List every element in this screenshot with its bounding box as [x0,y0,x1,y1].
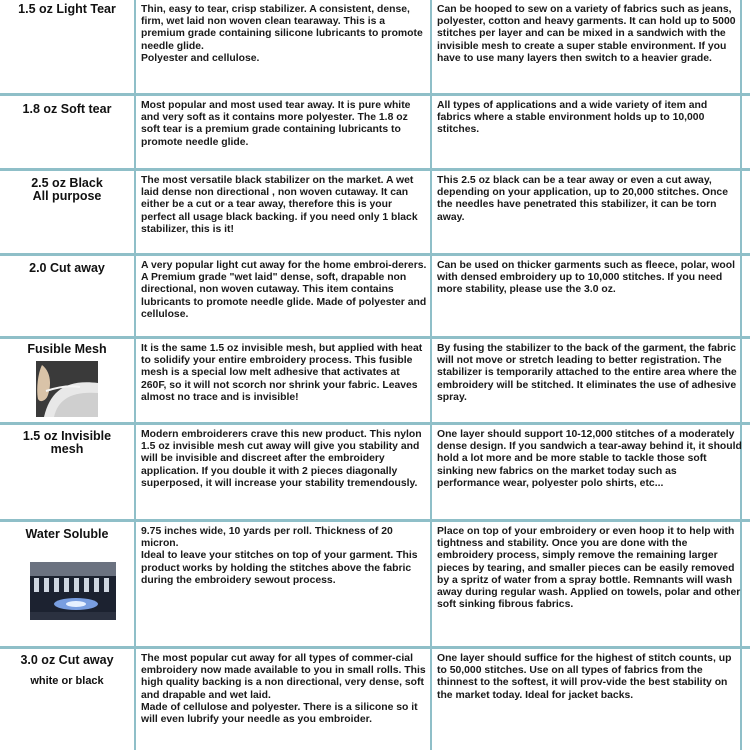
product-name-text: 3.0 oz Cut away [20,653,114,667]
description-text: Most popular and most used tear away. It is pure white and very soft as it contains more polyester. The 1.8 oz soft tear is a premium grade containing lubricants to promote needle glide. [141,100,411,148]
water-soluble-photo [30,562,116,620]
description-text: Polyester and cellulose. [141,52,260,64]
product-usage: Can be hooped to sew on a variety of fabrics such as jeans, polyester, cotton and heavy garments. It can hold up to 5000 stitches per layer and can be mixed in a sandwich with the invisible mesh to create a super stable environment. If you have to use many layers then switch to a heavier grade. [437,4,736,64]
product-name: 1.5 oz Invisible mesh [22,429,112,456]
product-usage: Place on top of your embroidery or even hoop it to help with tightness and stability. Once you are done with the embroidery process, simply remove the remaining larger pieces by tearing, and smaller pieces can be easily removed by a spritz of water from a spray bottle. Remnants will wash away during regular wash. Applied on towels, polar and other soft sinking fibrous fabrics. [437,526,741,611]
description-text: The most popular cut away for all types of commer-cial embroidery now made available to you in small rolls. This high quality backing is a non directional, very dense, soft and drapable and wet laid. [141,653,426,701]
product-description [138,171,430,236]
table-row [0,96,750,168]
product-color-options: white or black [30,675,104,687]
product-description [138,425,430,490]
description-text: Thin, easy to tear, crisp stabilizer. A consistent, dense, firm, wet laid non woven clean tearaway. This is a premium grade containing silicone lubricants to promote needle glide. [141,4,423,52]
table-row [0,171,750,253]
product-name: Water Soluble [25,527,109,541]
table-row [0,339,750,422]
product-description [138,339,430,404]
product-usage: By fusing the stabilizer to the back of the garment, the fabric will not move or stretch leading to better registration. The stabilizer is temporarily attached to the entire area where the embroidery will be stitched. It eliminates the use of adhesive spray. [437,343,737,403]
product-usage: One layer should suffice for the highest of stitch counts, up to 50,000 stitches. Use on all types of fabrics from the thinnest to the softest, it will prov-vide the best stability on the market today. Ideal for jacket backs. [437,653,732,701]
product-description [138,96,430,149]
product-name: Fusible Mesh [27,342,107,356]
table-row [0,0,750,93]
product-name: 1.8 oz Soft tear [22,102,112,116]
product-description [138,649,430,726]
product-name: 2.5 oz Black All purpose [31,176,103,203]
product-usage: Can be used on thicker garments such as fleece, polar, wool with densed embroidery up to 10,000 stitches. If you need more stability, please use the 3.0 oz. [437,260,735,296]
product-name [0,649,134,688]
description-text: Ideal to leave your stitches on top of your garment. This product works by holding the stitches above the fabric during the embroidery sewout process. [141,550,418,586]
product-description [138,522,430,587]
product-name: 2.0 Cut away [29,261,105,275]
product-usage: This 2.5 oz black can be a tear away or even a cut away, depending on your application, up to 20,000 stitches. Once the needles have penetrated this stabilizer, it can be torn away. [437,175,728,223]
product-usage: One layer should support 10-12,000 stitches of a moderately dense design. If you sandwich a tear-away behind it, it should hold a lot more and be more stable to tackle those soft sinking new fabrics on the market today such as performance wear, polyester polo shirts, etc... [437,429,742,489]
description-text: The most versatile black stabilizer on the market. A wet laid dense non directional , non woven cutaway. It can either be a cut or a tear away, therefore this is your perfect all usage black backing. if you need only 1 black stabilizer, this is it! [141,175,418,235]
table-row [0,649,750,750]
fusible-mesh-photo [36,361,98,417]
description-text: It is the same 1.5 oz invisible mesh, but applied with heat to solidify your entire embroidery process. This fusible mesh is a special low melt adhesive that activates at 260F, so it will not scorch nor shrink your fabric. Leaves almost no trace and is invisible! [141,343,423,403]
description-text: Modern embroiderers crave this new product. This nylon 1.5 oz invisible mesh cut away will give you stability and will be invisible and discreet after the embroidery application. If you double it with 2 pieces diagonally superposed, it will increase your stability tremendously. [141,429,422,489]
description-text: Made of cellulose and polyester. There is a silicone so it will even lubrify your needle as you embroider. [141,701,418,726]
table-row [0,425,750,519]
product-description [138,0,430,65]
product-name: 1.5 oz Light Tear [18,2,116,16]
product-description [138,256,430,321]
table-row [0,256,750,336]
description-text: 9.75 inches wide, 10 yards per roll. Thickness of 20 micron. [141,526,393,550]
product-usage: All types of applications and a wide variety of item and fabrics where a stable environment holds up to 10,000 stitches. [437,100,708,136]
description-text: A very popular light cut away for the home embroi-derers. A Premium grade "wet laid" dense, soft, drapable non directional, non woven cutaway. This item contains lubricants to promote needle glide. Made of polyester and cellulose. [141,260,427,320]
table-row [0,522,750,646]
